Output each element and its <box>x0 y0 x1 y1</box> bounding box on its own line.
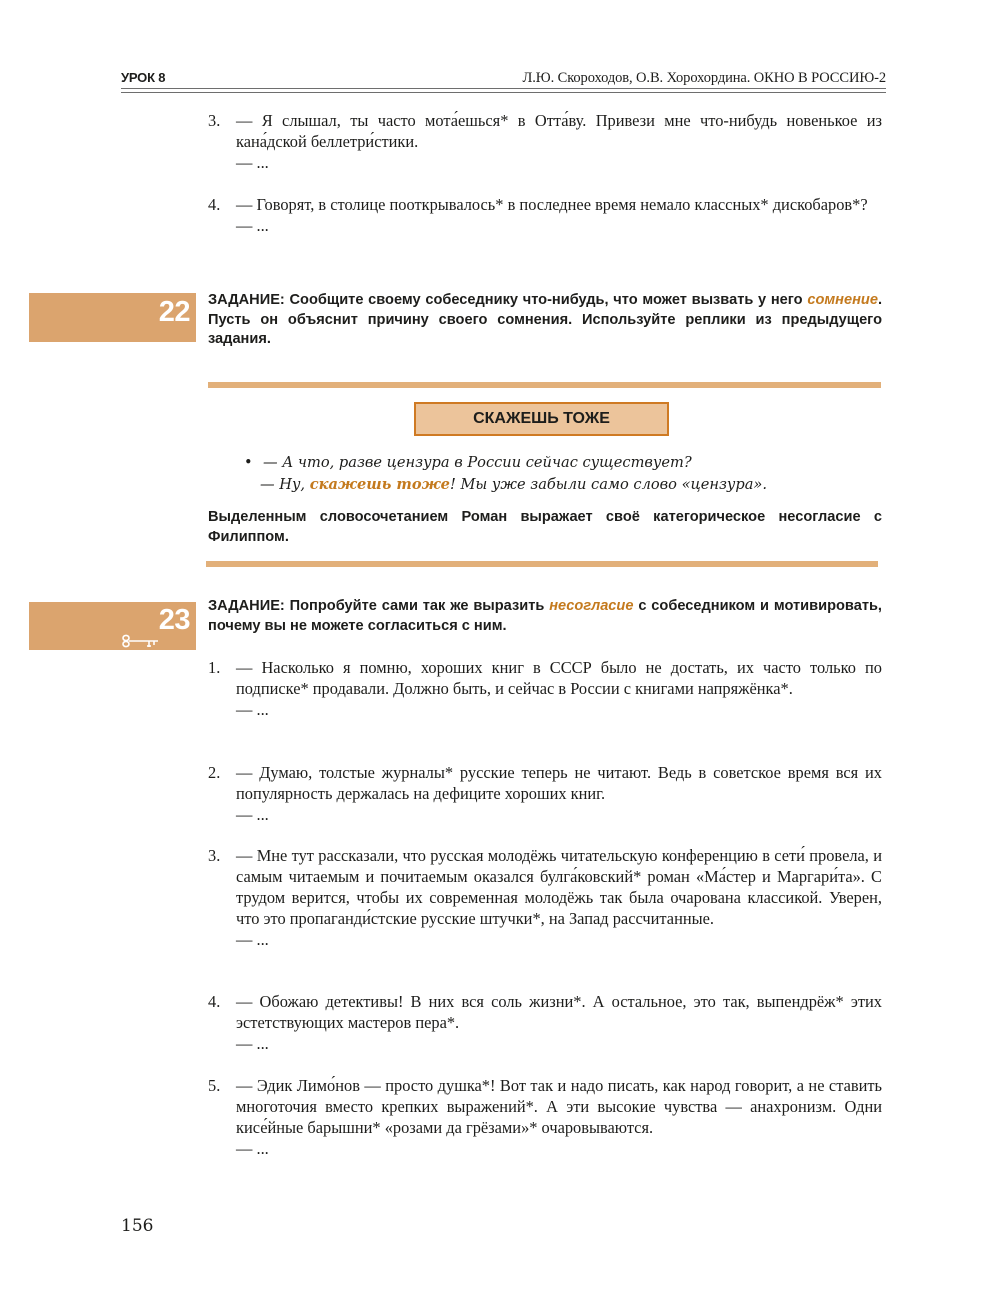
running-title: Л.Ю. Скороходов, О.В. Хорохордина. ОКНО В РОССИЮ-2 <box>522 70 886 86</box>
item-text: — Эдик Лимо́нов — просто душка*! Вот так и надо писать, как народ говорит, а не ставить многоточия вместо крепких выражений*. А эти высокие чувства — анахронизм. Одни кисе́йные барышни* «розами да грёзами»* очаровываются. <box>236 1076 882 1137</box>
task-23-instruction <box>208 597 882 636</box>
dialogue-item <box>208 762 882 825</box>
explanation-note: Выделенным словосочетанием Роман выражает своё категорическое несогласие с Филиппом. <box>208 509 882 545</box>
item-text: — Говорят, в столице пооткрывалось* в последнее время немало классных* дискобаров*? <box>236 195 868 214</box>
item-text: — Я слышал, ты часто мота́ешься* в Отта́ву. Привези мне что-нибудь новенькое из кана́дской беллетри́стики. <box>236 111 882 151</box>
dialogue-item <box>208 657 882 720</box>
item-text: — Думаю, толстые журналы* русские теперь не читают. Ведь в советское время вся их популярность держалась на дефиците хороших книг. <box>236 763 882 803</box>
item-number: 3. <box>208 111 221 130</box>
example-dialogue <box>244 452 864 496</box>
example-text: — Ну, <box>260 476 310 493</box>
task-22-instruction <box>208 291 882 350</box>
item-number: 5. <box>208 1076 221 1095</box>
phrase-box-title: СКАЖЕШЬ ТОЖЕ <box>414 402 669 436</box>
task-text: . Пусть он объяснит причину своего сомнения. Используйте реплики из предыдущего задания. <box>208 292 882 347</box>
item-text: — Обожаю детективы! В них вся соль жизни*. А остальное, это так, выпендрёж* этих эстетствующих мастеров пера*. <box>236 992 882 1032</box>
page-number: 156 <box>121 1216 154 1236</box>
task-23-band <box>29 602 196 650</box>
box-top-rule <box>208 382 881 388</box>
dialogue-item <box>208 991 882 1054</box>
item-text: — Насколько я помню, хороших книг в СССР было не достать, их часто только по подписке* продавали. Должно быть, и сейчас в России с книгами напряжёнка*. <box>236 658 882 698</box>
task-keyword: несогласие <box>549 598 634 614</box>
dialogue-item <box>208 194 882 236</box>
item-reply: — ... <box>236 930 269 949</box>
item-text: — Мне тут рассказали, что русская молодёжь читательскую конференцию в сети́ провела, и самым читаемым и почитаемым оказался булга́ковский* роман «Ма́стер и Маргари́та». С трудом верится, чтобы их современная молодёжь так была очарована классикой. Уверен, что это пропаганди́стские русские штучки*, на Запад рассчитанные. <box>236 846 882 928</box>
item-number: 4. <box>208 195 221 214</box>
task-22-band <box>29 293 196 342</box>
item-number: 2. <box>208 763 221 782</box>
dialogue-item <box>208 845 882 950</box>
item-reply: — ... <box>236 700 269 719</box>
bullet-icon: • <box>244 454 253 471</box>
task-number: 22 <box>158 296 190 328</box>
highlighted-phrase: скажешь тоже <box>309 476 450 493</box>
item-reply: — ... <box>236 805 269 824</box>
header-divider <box>121 88 886 93</box>
lesson-title: УРОК 8 <box>121 70 166 85</box>
task-label: ЗАДАНИЕ: <box>208 292 285 308</box>
item-reply: — ... <box>236 1139 269 1158</box>
item-number: 3. <box>208 846 221 865</box>
task-text: Сообщите своему собеседнику что-нибудь, что может вызвать у него <box>284 292 808 308</box>
item-reply: — ... <box>236 216 269 235</box>
item-number: 4. <box>208 992 221 1011</box>
example-line-2 <box>260 474 864 496</box>
example-line-1: — А что, разве цензура в России сейчас существует? <box>263 454 692 471</box>
item-reply: — ... <box>236 153 269 172</box>
task-text: с собеседником и мотивировать, почему вы не можете согласиться с ним. <box>208 598 882 634</box>
dialogue-item <box>208 110 882 173</box>
task-label: ЗАДАНИЕ: <box>208 598 285 614</box>
page-header <box>121 70 886 86</box>
dialogue-item <box>208 1075 882 1159</box>
item-reply: — ... <box>236 1034 269 1053</box>
item-number: 1. <box>208 658 221 677</box>
example-text: ! Мы уже забыли само слово «цензура». <box>449 476 767 493</box>
task-number: 23 <box>158 604 190 636</box>
box-bottom-rule <box>206 561 878 567</box>
task-text: Попробуйте сами так же выразить <box>284 598 550 614</box>
task-keyword: сомнение <box>807 292 878 308</box>
key-icon <box>121 633 161 649</box>
